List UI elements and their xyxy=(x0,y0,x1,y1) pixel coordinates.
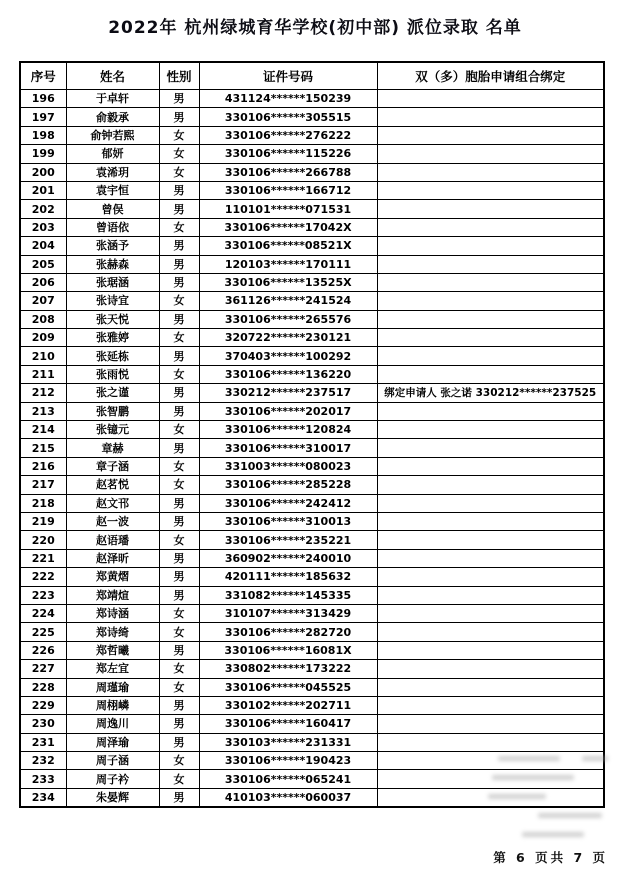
cell-binding: 绑定申请人 张之诺 330212******237525 xyxy=(377,384,604,402)
table-row xyxy=(20,715,604,733)
cell-no: 226 xyxy=(20,641,66,659)
cell-id: 330106******166712 xyxy=(199,181,377,199)
table-row xyxy=(20,439,604,457)
cell-no: 233 xyxy=(20,770,66,788)
cell-binding xyxy=(377,549,604,567)
cell-gender: 女 xyxy=(159,365,199,383)
cell-gender: 男 xyxy=(159,237,199,255)
cell-no: 228 xyxy=(20,678,66,696)
cell-binding xyxy=(377,770,604,788)
cell-no: 201 xyxy=(20,181,66,199)
cell-gender: 男 xyxy=(159,641,199,659)
table-row xyxy=(20,163,604,181)
cell-gender: 女 xyxy=(159,531,199,549)
cell-name: 郑靖煊 xyxy=(66,586,159,604)
cell-binding xyxy=(377,531,604,549)
cell-binding xyxy=(377,163,604,181)
cell-gender: 女 xyxy=(159,292,199,310)
cell-id: 431124******150239 xyxy=(199,90,377,108)
table-row xyxy=(20,126,604,144)
cell-gender: 女 xyxy=(159,660,199,678)
cell-name: 袁浠玥 xyxy=(66,163,159,181)
cell-gender: 男 xyxy=(159,255,199,273)
cell-binding xyxy=(377,310,604,328)
cell-no: 217 xyxy=(20,476,66,494)
cell-binding xyxy=(377,660,604,678)
cell-binding xyxy=(377,218,604,236)
cell-id: 330106******265576 xyxy=(199,310,377,328)
cell-binding xyxy=(377,696,604,714)
cell-id: 330106******13525X xyxy=(199,273,377,291)
cell-binding xyxy=(377,402,604,420)
cell-gender: 女 xyxy=(159,476,199,494)
cell-id: 330106******136220 xyxy=(199,365,377,383)
table-row xyxy=(20,531,604,549)
table-row xyxy=(20,90,604,108)
cell-id: 330106******310013 xyxy=(199,512,377,530)
table-row xyxy=(20,678,604,696)
cell-id: 330106******190423 xyxy=(199,752,377,770)
cell-binding xyxy=(377,329,604,347)
cell-name: 张智鹏 xyxy=(66,402,159,420)
cell-binding xyxy=(377,586,604,604)
cell-binding xyxy=(377,752,604,770)
table-row xyxy=(20,660,604,678)
cell-name: 赵文邗 xyxy=(66,494,159,512)
cell-binding xyxy=(377,181,604,199)
cell-name: 赵泽昕 xyxy=(66,549,159,567)
cell-id: 330106******08521X xyxy=(199,237,377,255)
cell-name: 周泽瑜 xyxy=(66,733,159,751)
cell-no: 213 xyxy=(20,402,66,420)
cell-name: 曾语依 xyxy=(66,218,159,236)
cell-name: 张赫森 xyxy=(66,255,159,273)
cell-id: 330106******276222 xyxy=(199,126,377,144)
cell-gender: 男 xyxy=(159,90,199,108)
cell-name: 郑左宜 xyxy=(66,660,159,678)
cell-gender: 男 xyxy=(159,568,199,586)
cell-name: 曾俣 xyxy=(66,200,159,218)
cell-gender: 男 xyxy=(159,696,199,714)
cell-binding xyxy=(377,145,604,163)
cell-gender: 女 xyxy=(159,421,199,439)
table-row xyxy=(20,402,604,420)
cell-no: 227 xyxy=(20,660,66,678)
cell-no: 203 xyxy=(20,218,66,236)
cell-name: 周逸川 xyxy=(66,715,159,733)
cell-no: 214 xyxy=(20,421,66,439)
cell-no: 218 xyxy=(20,494,66,512)
cell-name: 张之谨 xyxy=(66,384,159,402)
cell-name: 郑诗绮 xyxy=(66,623,159,641)
table-row xyxy=(20,421,604,439)
page-number: 第 6 页共 7 页 xyxy=(493,850,608,865)
cell-name: 于卓轩 xyxy=(66,90,159,108)
table-row xyxy=(20,347,604,365)
cell-no: 205 xyxy=(20,255,66,273)
cell-gender: 女 xyxy=(159,623,199,641)
cell-binding xyxy=(377,90,604,108)
table-row xyxy=(20,623,604,641)
table-row xyxy=(20,384,604,402)
cell-binding xyxy=(377,126,604,144)
cell-name: 朱晏辉 xyxy=(66,788,159,807)
cell-name: 张延栋 xyxy=(66,347,159,365)
cell-name: 郁妍 xyxy=(66,145,159,163)
cell-no: 210 xyxy=(20,347,66,365)
cell-id: 410103******060037 xyxy=(199,788,377,807)
cell-binding xyxy=(377,568,604,586)
cell-gender: 男 xyxy=(159,788,199,807)
cell-no: 222 xyxy=(20,568,66,586)
table-row xyxy=(20,733,604,751)
cell-id: 330106******282720 xyxy=(199,623,377,641)
cell-id: 330106******305515 xyxy=(199,108,377,126)
cell-no: 208 xyxy=(20,310,66,328)
cell-no: 230 xyxy=(20,715,66,733)
cell-binding xyxy=(377,421,604,439)
cell-name: 郑哲曦 xyxy=(66,641,159,659)
cell-gender: 男 xyxy=(159,402,199,420)
cell-no: 211 xyxy=(20,365,66,383)
cell-gender: 男 xyxy=(159,586,199,604)
cell-gender: 女 xyxy=(159,604,199,622)
cell-id: 420111******185632 xyxy=(199,568,377,586)
cell-gender: 男 xyxy=(159,715,199,733)
cell-gender: 女 xyxy=(159,163,199,181)
table-row xyxy=(20,145,604,163)
cell-name: 赵茗悦 xyxy=(66,476,159,494)
cell-name: 赵语璠 xyxy=(66,531,159,549)
cell-gender: 男 xyxy=(159,439,199,457)
table-row xyxy=(20,788,604,807)
header-cell-binding: 双（多）胞胎申请组合绑定 xyxy=(377,62,604,90)
table-row xyxy=(20,108,604,126)
cell-binding xyxy=(377,347,604,365)
cell-id: 330106******120824 xyxy=(199,421,377,439)
cell-gender: 女 xyxy=(159,678,199,696)
cell-no: 199 xyxy=(20,145,66,163)
cell-id: 120103******170111 xyxy=(199,255,377,273)
cell-gender: 女 xyxy=(159,126,199,144)
cell-gender: 男 xyxy=(159,200,199,218)
cell-binding xyxy=(377,200,604,218)
cell-binding xyxy=(377,365,604,383)
cell-gender: 男 xyxy=(159,733,199,751)
cell-name: 周瑾瑜 xyxy=(66,678,159,696)
cell-no: 200 xyxy=(20,163,66,181)
cell-no: 225 xyxy=(20,623,66,641)
cell-no: 231 xyxy=(20,733,66,751)
table-row xyxy=(20,457,604,475)
cell-name: 张雨悦 xyxy=(66,365,159,383)
cell-id: 331003******080023 xyxy=(199,457,377,475)
cell-gender: 男 xyxy=(159,347,199,365)
cell-binding xyxy=(377,788,604,807)
cell-binding xyxy=(377,273,604,291)
cell-binding xyxy=(377,604,604,622)
table-row xyxy=(20,237,604,255)
cell-gender: 女 xyxy=(159,218,199,236)
cell-no: 206 xyxy=(20,273,66,291)
cell-gender: 女 xyxy=(159,770,199,788)
cell-gender: 男 xyxy=(159,273,199,291)
cell-id: 330106******16081X xyxy=(199,641,377,659)
cell-gender: 女 xyxy=(159,752,199,770)
cell-no: 198 xyxy=(20,126,66,144)
cell-binding xyxy=(377,457,604,475)
table-row xyxy=(20,696,604,714)
table-header xyxy=(20,62,604,90)
cell-id: 330106******065241 xyxy=(199,770,377,788)
cell-id: 330106******160417 xyxy=(199,715,377,733)
table-row xyxy=(20,365,604,383)
cell-name: 张涵予 xyxy=(66,237,159,255)
table-row xyxy=(20,273,604,291)
cell-id: 330102******202711 xyxy=(199,696,377,714)
cell-name: 周子涵 xyxy=(66,752,159,770)
cell-name: 俞毅承 xyxy=(66,108,159,126)
cell-no: 232 xyxy=(20,752,66,770)
cell-name: 周栩嶙 xyxy=(66,696,159,714)
cell-id: 330106******242412 xyxy=(199,494,377,512)
cell-binding xyxy=(377,292,604,310)
table-row xyxy=(20,641,604,659)
cell-no: 207 xyxy=(20,292,66,310)
cell-id: 330106******266788 xyxy=(199,163,377,181)
cell-id: 330802******173222 xyxy=(199,660,377,678)
cell-no: 223 xyxy=(20,586,66,604)
cell-name: 张天悦 xyxy=(66,310,159,328)
cell-gender: 女 xyxy=(159,457,199,475)
cell-binding xyxy=(377,494,604,512)
cell-id: 330106******17042X xyxy=(199,218,377,236)
cell-id: 320722******230121 xyxy=(199,329,377,347)
cell-no: 212 xyxy=(20,384,66,402)
header-cell-gender: 性别 xyxy=(159,62,199,90)
cell-no: 209 xyxy=(20,329,66,347)
cell-no: 204 xyxy=(20,237,66,255)
table-row xyxy=(20,549,604,567)
cell-id: 360902******240010 xyxy=(199,549,377,567)
cell-gender: 男 xyxy=(159,549,199,567)
table-row xyxy=(20,476,604,494)
cell-name: 章赫 xyxy=(66,439,159,457)
page-title: 2022年 杭州绿城育华学校(初中部) 派位录取 名单 xyxy=(108,18,522,38)
cell-gender: 男 xyxy=(159,108,199,126)
cell-name: 郑诗涵 xyxy=(66,604,159,622)
header-cell-id: 证件号码 xyxy=(199,62,377,90)
cell-binding xyxy=(377,108,604,126)
cell-binding xyxy=(377,237,604,255)
cell-gender: 男 xyxy=(159,384,199,402)
cell-name: 章子涵 xyxy=(66,457,159,475)
cell-name: 周子衿 xyxy=(66,770,159,788)
cell-no: 234 xyxy=(20,788,66,807)
cell-binding xyxy=(377,255,604,273)
admission-table xyxy=(19,61,605,808)
cell-binding xyxy=(377,678,604,696)
table-row xyxy=(20,586,604,604)
table-row xyxy=(20,181,604,199)
cell-name: 张琚涵 xyxy=(66,273,159,291)
header-cell-name: 姓名 xyxy=(66,62,159,90)
table-row xyxy=(20,200,604,218)
cell-binding xyxy=(377,439,604,457)
cell-name: 张雅婷 xyxy=(66,329,159,347)
table-row xyxy=(20,255,604,273)
cell-id: 330106******202017 xyxy=(199,402,377,420)
cell-gender: 男 xyxy=(159,512,199,530)
cell-id: 361126******241524 xyxy=(199,292,377,310)
table-row xyxy=(20,292,604,310)
cell-no: 219 xyxy=(20,512,66,530)
cell-binding xyxy=(377,733,604,751)
table-body xyxy=(20,90,604,808)
cell-id: 330106******285228 xyxy=(199,476,377,494)
cell-name: 袁宇恒 xyxy=(66,181,159,199)
cell-id: 330106******310017 xyxy=(199,439,377,457)
cell-binding xyxy=(377,512,604,530)
cell-id: 330103******231331 xyxy=(199,733,377,751)
cell-gender: 女 xyxy=(159,145,199,163)
table-row xyxy=(20,604,604,622)
cell-id: 331082******145335 xyxy=(199,586,377,604)
table-row xyxy=(20,329,604,347)
cell-no: 224 xyxy=(20,604,66,622)
table-row xyxy=(20,310,604,328)
header-row xyxy=(20,62,604,90)
cell-no: 196 xyxy=(20,90,66,108)
cell-no: 202 xyxy=(20,200,66,218)
cell-gender: 男 xyxy=(159,494,199,512)
cell-name: 赵一波 xyxy=(66,512,159,530)
cell-no: 197 xyxy=(20,108,66,126)
cell-binding xyxy=(377,623,604,641)
cell-name: 郑黄熠 xyxy=(66,568,159,586)
cell-no: 216 xyxy=(20,457,66,475)
cell-id: 330106******235221 xyxy=(199,531,377,549)
cell-name: 俞钟若熙 xyxy=(66,126,159,144)
cell-binding xyxy=(377,715,604,733)
cell-name: 张诗宜 xyxy=(66,292,159,310)
table-row xyxy=(20,752,604,770)
table-row xyxy=(20,568,604,586)
cell-no: 221 xyxy=(20,549,66,567)
cell-id: 330212******237517 xyxy=(199,384,377,402)
table-row xyxy=(20,494,604,512)
cell-no: 229 xyxy=(20,696,66,714)
cell-id: 330106******115226 xyxy=(199,145,377,163)
cell-id: 370403******100292 xyxy=(199,347,377,365)
cell-id: 110101******071531 xyxy=(199,200,377,218)
cell-id: 310107******313429 xyxy=(199,604,377,622)
cell-gender: 女 xyxy=(159,329,199,347)
cell-id: 330106******045525 xyxy=(199,678,377,696)
cell-name: 张镱元 xyxy=(66,421,159,439)
cell-no: 215 xyxy=(20,439,66,457)
cell-no: 220 xyxy=(20,531,66,549)
table-row xyxy=(20,512,604,530)
table-row xyxy=(20,218,604,236)
cell-binding xyxy=(377,476,604,494)
cell-gender: 男 xyxy=(159,310,199,328)
table-row xyxy=(20,770,604,788)
header-cell-no: 序号 xyxy=(20,62,66,90)
cell-gender: 男 xyxy=(159,181,199,199)
cell-binding xyxy=(377,641,604,659)
